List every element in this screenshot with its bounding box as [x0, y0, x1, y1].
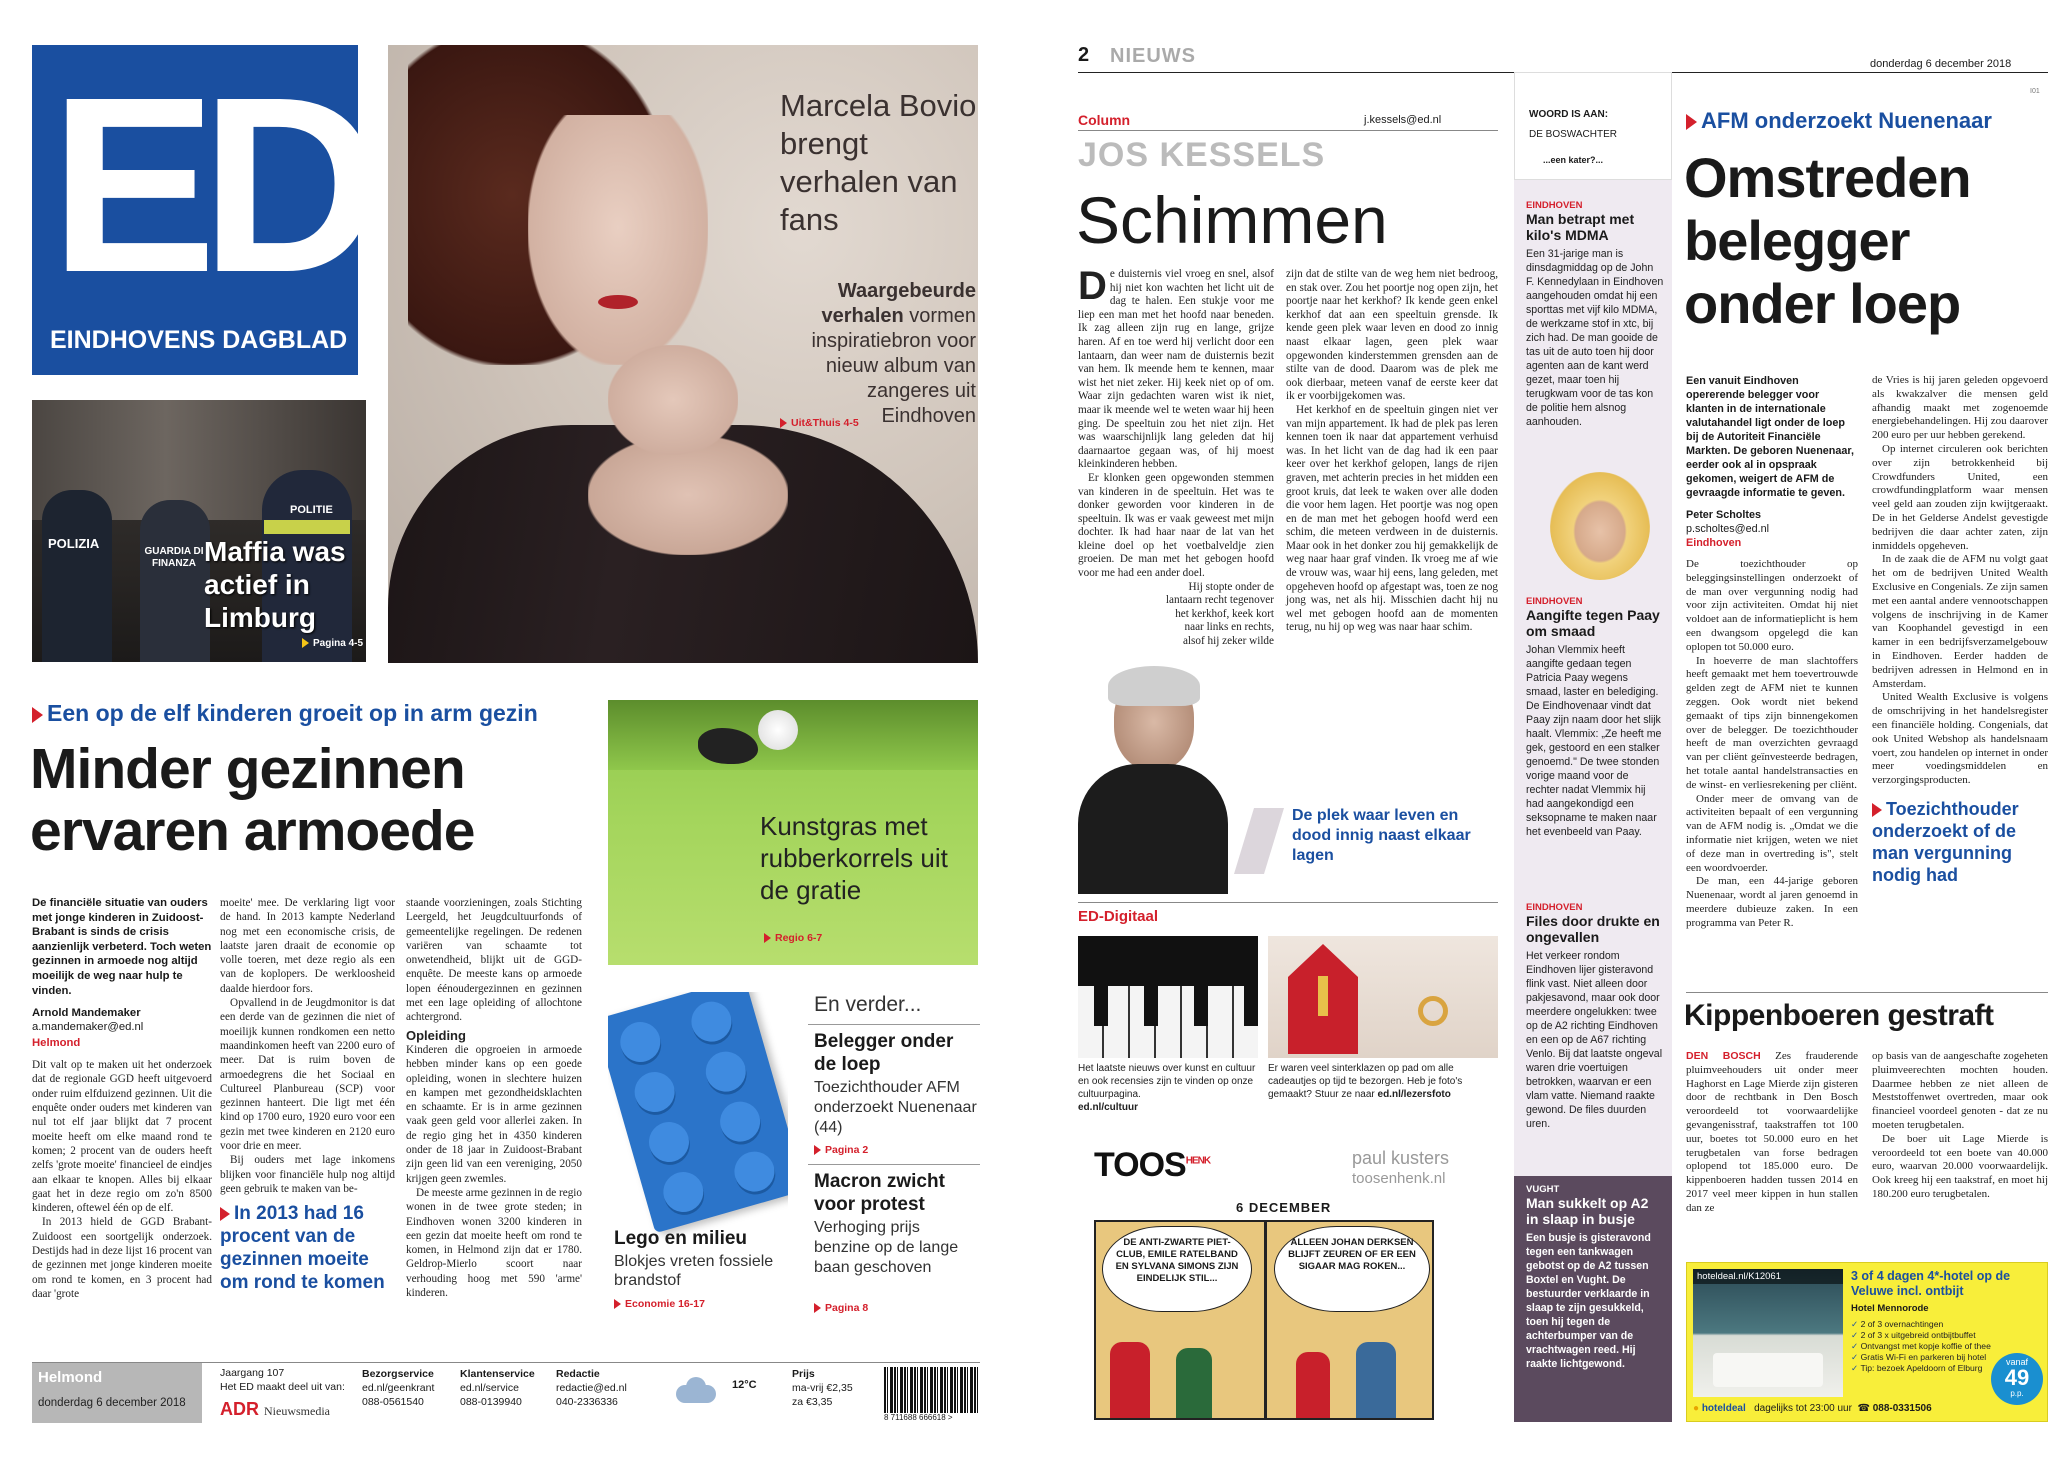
- verder-item2-title[interactable]: Macron zwicht voor protest: [814, 1171, 945, 1215]
- lead-kicker-text: Een op de elf kinderen groeit op in arm gezin: [47, 700, 538, 726]
- bez-label: Bezorgservice: [362, 1368, 434, 1380]
- lego-title: Lego en milieu: [614, 1228, 748, 1249]
- afm-body-1: [1686, 558, 1858, 931]
- hoteldeal-ad[interactable]: [1686, 1262, 2048, 1422]
- digitaal-cap-1: [1078, 1062, 1258, 1114]
- paragraph: De meeste arme gezinnen in de regio wonen in de twee grote steden; in Eindhoven wonen 3200 kinderen in een gezin dat moeite heeft om rond te komen, in Helmond zijn dat er 1780. Geldrop-Mierlo scoort naar verhouding hoog met 590 'arme' kinderen.: [406, 1186, 582, 1300]
- paragraph: Onder meer de omvang van de activiteiten bepaalt of een vergunning van de AFM nodig is. „Omdat we die informatie niet krijgen, weten we niet of deze man in overtreding is", stelt een woordvoerder.: [1686, 792, 1858, 874]
- paragraph: De boer uit Lage Mierde is veroordeeld tot een boete van 40.000 euro, waarvan 20.000 voorwaardelijk. Ook kreeg hij een taakstraf, en moet hij 180.200 euro terugbetalen.: [1872, 1132, 2048, 1200]
- lead-col-2: [220, 896, 395, 1294]
- logo-letters: ED: [50, 45, 366, 324]
- afm-author: Peter Scholtes: [1686, 509, 1762, 521]
- check-icon: ✓: [1851, 1352, 1861, 1362]
- brief-text: Johan Vlemmix heeft aangifte gedaan tegen Patricia Paay wegens smaad, laster en belediging. De Eindhovenaar vindt dat Paay zijn naam door het slijk haalt. Vlemmix: „Ze heeft me gek, gestoord en een stalker genoemd." De twee stonden vorige maand voor de rechter nadat Vlemmix hij had aangekondigd een seksopname te maken naar het evenbeeld van Paay.: [1526, 644, 1662, 838]
- kunstgras-ref-label: Regio 6-7: [775, 932, 823, 944]
- brief-4-box: [1514, 1176, 1672, 1422]
- comic-logo: [1094, 1146, 1210, 1185]
- column-email[interactable]: j.kessels@ed.nl: [1364, 114, 1442, 126]
- quote-mark-icon: [1234, 808, 1284, 874]
- brief-title: Files door drukte en ongevallen: [1526, 913, 1660, 945]
- prijs-1: ma-vrij €2,35: [792, 1382, 853, 1394]
- en-verder-box: [808, 992, 980, 1322]
- price-unit: p.p.: [2010, 1389, 2024, 1398]
- lego-sub: Blokjes vreten fossiele brandstof: [614, 1253, 774, 1289]
- column-label: Column: [1078, 112, 1131, 128]
- column-title: Schimmen: [1076, 183, 1388, 257]
- figure-piet: [1176, 1348, 1212, 1418]
- vest-text-polizia: POLIZIA: [48, 536, 100, 551]
- figure-sint: [1110, 1342, 1150, 1418]
- officer-left: [42, 490, 112, 662]
- weather-cloud-icon: [672, 1375, 720, 1405]
- brief-kicker: EINDHOVEN: [1526, 902, 1583, 913]
- paragraph: Het kerkhof en de speeltuin gingen niet ver van mijn appartement. Ik had de plek pas leren kennen toen ik naar dat appartement verhuisd was. In het licht van de dag had ik een paar keer over het kerkhof gelopen, langs de rijen graven, met achterin precies in het midden een groot kruis, dat leek te waken over alle doden die voor hem lagen. Het poortje was nog open en de man met het gebogen hoofd werd een schim, die meteen verdween in de duisternis. Maar ook in het donker zou hij gemakkelijk de weg naar haar graf vinden. Ik vroeg me af wie de vrouw was, waar hij eens, lang geleden, met opgeheven hoofd op afgestapt was, toen ze nog jong was, net als hij. Misschien dacht hij nu wel met gebogen hoofd aan de momenten terug, nu hij op weg was naar haar schim.: [1286, 403, 1498, 634]
- paragraph: In hoeverre de man slachtoffers heeft gemaakt met hem toevertrouwde gelden zegt de AFM niet te kunnen zeggen. Ook wordt niet bekend gemaakt of tips zijn binnengekomen over de belegger. De toezichthouder heeft de man overzichten gevraagd van per cliënt geïnvesteerde bedragen, het totale aantal handelstransacties en de winst- en verliesrekening per cliënt.: [1686, 654, 1858, 791]
- bez-url[interactable]: ed.nl/geenkrant: [362, 1382, 435, 1394]
- sun-icon: ●: [1693, 1403, 1700, 1414]
- verder-item1-sub: Toezichthouder AFM onderzoekt Nuenenaar (44): [814, 1079, 977, 1136]
- black-keys: [1078, 986, 1258, 1026]
- afm-email[interactable]: p.scholtes@ed.nl: [1686, 523, 1769, 535]
- brief-title: Aangifte tegen Paay om smaad: [1526, 607, 1660, 639]
- red-mail[interactable]: redactie@ed.nl: [556, 1382, 627, 1394]
- paragraph: de Vries is hij jaren geleden opgevoerd als kwakzalver die mensen geld afhandig maakt met zogenoemde energiebehandelingen. Hij zou daarover 200 euro per uur hebben gerekend.: [1872, 374, 2048, 442]
- column-body-1: [1078, 264, 1274, 581]
- lips: [598, 295, 638, 309]
- paragraph: Kinderen die opgroeien in armoede hebben minder kans op een goede opleiding, wonen in slechtere huizen en kampen met gezondheidsklachten en schaamte. Er is in arme gezinnen vaak geen geld voor allerlei zaken. In de regio ging het in 4350 kinderen onder de 18 jaar in Zuidoost-Brabant zijn geen lid van een vereniging, 2050 krijgen geen zwemles.: [406, 1043, 582, 1185]
- afm-kicker-text: AFM onderzoekt Nuenenaar: [1701, 108, 1992, 133]
- face: [528, 115, 708, 365]
- afm-pullquote: [1872, 798, 2048, 886]
- reflective-stripe: [264, 520, 350, 534]
- mafia-photo[interactable]: [32, 400, 366, 662]
- bezorgservice: [362, 1367, 434, 1409]
- mafia-ref-label: Pagina 4-5: [313, 638, 364, 649]
- ad-footer: [1693, 1401, 1993, 1417]
- ad-bullet-text: Ontvangst met kopje koffie of thee: [1860, 1341, 1991, 1351]
- figure-man: [1296, 1352, 1330, 1418]
- column-col-1: [1078, 264, 1274, 649]
- afm-col-2: [1872, 374, 2048, 886]
- pullquote-text: In 2013 had 16 procent van de gezinnen moeite om rond te komen: [220, 1203, 385, 1294]
- paragraph: De man, een 44-jarige geboren Nuenenaar, wordt al jaren genoemd in meerdere dubieuze zaken. In een programma van Peter R.: [1686, 875, 1858, 929]
- arrow-icon: [220, 1207, 230, 1221]
- ad-bullets: [1851, 1319, 1991, 1374]
- arrow-icon: [1686, 114, 1697, 130]
- verder-item1-ref[interactable]: [814, 1144, 868, 1156]
- temperature: 12°C: [732, 1379, 757, 1391]
- cloud-part: [686, 1377, 706, 1397]
- lead-headline: Minder gezinnen ervaren armoede: [30, 737, 475, 863]
- verder-item2-ref[interactable]: [814, 1302, 868, 1314]
- page-date: donderdag 6 december 2018: [1870, 58, 2012, 70]
- page-number: 2: [1078, 44, 1090, 66]
- price-value: 49: [2004, 1365, 2030, 1390]
- arrow-icon: [32, 707, 43, 723]
- stud: [701, 1047, 750, 1096]
- ad-hours: dagelijks tot 23:00 uur: [1754, 1403, 1852, 1414]
- kl-label: Klantenservice: [460, 1368, 535, 1380]
- paragraph: De toezichthouder op beleggingsinstellingen onderzoekt of de man over vergunning nodig had voor zijn activiteiten. Omdat hij niet voldoet aan de informatieplicht is hem een dwangsom opgelegd die kan oplopen tot 50.000 euro.: [1686, 558, 1858, 653]
- ad-url[interactable]: hoteldeal.nl/K12061: [1693, 1269, 1843, 1284]
- paragraph: op basis van de aangeschafte zogeheten pluimveerechten mochten houden. Daarmee hebben ze niet alleen de Meststoffenwet overtreden, maar ook financieel voordeel genoten - dat ze nu moeten terugbetalen.: [1872, 1050, 2048, 1131]
- logo-name: EINDHOVENS DAGBLAD: [50, 326, 348, 354]
- cap2-link[interactable]: ed.nl/lezersfoto: [1377, 1089, 1451, 1100]
- brief-kicker: VUGHT: [1526, 1184, 1560, 1195]
- digitaal-cap-2: [1268, 1062, 1498, 1101]
- paragraph: In 2013 hield de GGD Brabant-Zuidoost een soortgelijk onderzoek. Destijds had in deze lijst 16 procent van de gezinnen met jonge kinderen moeite om rond te komen, en 3 procent had daar 'grote: [32, 1216, 212, 1300]
- kunstgras-ref[interactable]: [764, 932, 822, 944]
- afm-intro: Een vanuit Eindhoven opererende belegger voor klanten in de internationale valutahandel ligt onder de loep bij de Autoriteit Financiële Markten. De geboren Nuenenaar, eerder ook al in opspraak gekomen, weigert de AFM de gevraagde informatie te geven.: [1686, 375, 1855, 499]
- brief-text: Een 31-jarige man is dinsdagmiddag op de John F. Kennedylaan in Eindhoven aangehouden omdat hij een sporttas met vijf kilo MDMA, de werkzame stof in xtc, bij zich had. De man gooide de tas uit de auto toen hij door agenten aan de kant werd gezet, maar toen hij terugkwam voor de tas kon de politie hem alsnog aanhouden.: [1526, 248, 1664, 428]
- comic-logo-text: TOOS: [1094, 1146, 1186, 1184]
- lead-body-2: [220, 896, 395, 1196]
- bubble-2-text: ALLEEN JOHAN DERKSEN BLIJFT ZEUREN OF ER EEN SIGAAR MAG ROKEN...: [1288, 1237, 1416, 1272]
- kunstgras-photo[interactable]: [608, 700, 978, 965]
- afm-location: Eindhoven: [1686, 537, 1742, 549]
- arrow-icon: [614, 1299, 621, 1309]
- prijs-2: za €3,35: [792, 1396, 833, 1408]
- lead-location: Helmond: [32, 1037, 81, 1050]
- stud: [630, 1067, 679, 1116]
- hero-title: Marcela Bovio brengt verhalen van fans: [780, 88, 977, 237]
- digitaal-label: ED-Digitaal: [1078, 908, 1159, 925]
- check-icon: ✓: [1851, 1330, 1861, 1340]
- bed: [1713, 1353, 1823, 1387]
- comic-artist: paul kusters: [1352, 1148, 1450, 1168]
- paragraph: Hij stopte onder de lantaarn recht tegenover het kerkhof, keek kort naar links en rechts, alsof hij zeker wilde: [1165, 580, 1274, 648]
- paragraph: Zes frauderende pluimveehouders uit onder meer Haghorst en Lage Mierde zijn gisteren door de rechtbank in Den Bosch veroordeeld tot voorwaardelijke gevangenisstraf, taakstraffen tot 100 uur, boetes tot 50.000 euro en het terugbetalen van forse bedragen oplopend tot 185.000 euro. De kippenboeren hadden tussen 2014 en 2017 veel meer kippen in hun stallen dan ze: [1686, 1050, 1858, 1214]
- sinterklaas-photo[interactable]: [1268, 936, 1498, 1058]
- front-page: [0, 0, 1000, 1470]
- paragraph: Bij ouders met lage inkomens blijken voor financiële hulp nog altijd geen gebruik te maken van be-: [220, 1154, 395, 1195]
- adr-logo: [220, 1399, 330, 1421]
- kip-headline: Kippenboeren gestraft: [1684, 999, 1994, 1032]
- hair: [1108, 666, 1200, 706]
- paragraph: Op internet circuleren ook berichten over zijn betrokkenheid bij Crowdfunders United, een crowdfundingplatform waar mensen veel geld aan zouden zijn kwijtgeraakt. De in het Gelderse Andelst gevestigde bedrijven die daar achter zaten, zijn inmiddels opgeheven.: [1872, 442, 2048, 552]
- column-rule: [1078, 130, 1498, 131]
- ad-bullet: [1851, 1352, 1991, 1363]
- verder-item2-sub: Verhoging prijs benzine op de lange baan geschoven: [814, 1219, 959, 1276]
- adr-text: ADR: [220, 1399, 259, 1419]
- brand-text: hoteldeal: [1701, 1403, 1746, 1414]
- lego-photo[interactable]: [608, 992, 788, 1322]
- football: [758, 710, 798, 750]
- divider: [808, 1164, 980, 1165]
- check-icon: ✓: [1851, 1319, 1861, 1329]
- hero-ref-label: Uit&Thuis 4-5: [791, 417, 859, 429]
- cap1-link[interactable]: ed.nl/cultuur: [1078, 1102, 1138, 1113]
- arrow-icon: [814, 1145, 821, 1155]
- kl-tel[interactable]: 088-0139940: [460, 1396, 522, 1408]
- lead-col-3: [406, 896, 582, 1300]
- hotel-room-photo: [1693, 1269, 1843, 1397]
- lego-ref[interactable]: [614, 1298, 705, 1310]
- kip-rule: [1686, 992, 2048, 993]
- barcode-number: 8 711688 666618 >: [884, 1413, 953, 1422]
- lead-pullquote: [220, 1202, 395, 1294]
- columnist-photo: [1078, 664, 1228, 894]
- column-quote: De plek waar leven en dood innig naast elkaar lagen: [1292, 807, 1471, 864]
- price-badge: [1991, 1353, 2043, 1405]
- redactie: [556, 1367, 627, 1409]
- ad-phone[interactable]: 088-0331506: [1872, 1403, 1932, 1414]
- check-icon: ✓: [1851, 1363, 1861, 1373]
- section-name: NIEUWS: [1110, 45, 1196, 67]
- paragraph: In de zaak die de AFM nu volgt gaat het om de bedrijven United Wealth Exclusive en Congenials. Ze zijn samen met een aantal andere vennootschappen volgens de inschrijving in de Kamer van Koophandel gevestigd in een kamer in een bedrijfsverzamelgebouw in Eindhoven. Eerder hadden de bedrijven adressen in Helmond en in Amsterdam.: [1872, 553, 2048, 690]
- lego-brick: [608, 992, 788, 1233]
- kl-url[interactable]: ed.nl/service: [460, 1382, 519, 1394]
- page-code: I01: [2030, 88, 2040, 95]
- ed-logo[interactable]: [32, 45, 366, 375]
- lead-body-1: [32, 1058, 212, 1301]
- hand: [608, 345, 738, 455]
- comic-panels: [1094, 1220, 1434, 1420]
- prijs-label: Prijs: [792, 1368, 815, 1380]
- kunstgras-title: Kunstgras met rubberkorrels uit de gratie: [760, 811, 948, 905]
- arrow-icon: [814, 1303, 821, 1313]
- edition-date: donderdag 6 december 2018: [38, 1397, 186, 1409]
- comic-site[interactable]: toosenhenk.nl: [1352, 1170, 1446, 1187]
- panel-divider: [1264, 1222, 1267, 1418]
- brief-3: [1526, 902, 1664, 1131]
- item1-ref-label: Pagina 2: [825, 1144, 869, 1156]
- stud: [715, 1097, 764, 1146]
- afm-headline: Omstreden belegger onder loep: [1684, 146, 1971, 335]
- red-label: Redactie: [556, 1368, 600, 1380]
- bubble-2: [1274, 1226, 1430, 1312]
- barcode: [884, 1367, 980, 1413]
- deel: Het ED maakt deel uit van:: [220, 1381, 345, 1393]
- afm-kicker: [1686, 108, 2048, 134]
- ad-bullet: [1851, 1330, 1991, 1341]
- klantenservice: [460, 1367, 535, 1409]
- red-tel[interactable]: 040-2336336: [556, 1396, 618, 1408]
- woord-label: WOORD IS AAN:: [1529, 109, 1609, 120]
- column-body-2: [1286, 268, 1498, 635]
- page-2: [1030, 0, 2048, 1470]
- arrow-icon: [1872, 803, 1882, 817]
- woord-box: [1514, 72, 1672, 180]
- figure-man-2: [1356, 1342, 1396, 1418]
- prijs: [792, 1367, 853, 1409]
- lego-ref-label: Economie 16-17: [625, 1298, 705, 1310]
- vest-text-politie: POLITIE: [290, 504, 333, 516]
- afm-body-2: [1872, 374, 2048, 788]
- ring: [1418, 996, 1448, 1026]
- paay-photo: [1550, 472, 1650, 580]
- cap2-text: Er waren veel sinterklazen op pad om alle cadeautjes op tijd te bezorgen. Heb je foto's gemaakt? Stuur ze naar: [1268, 1063, 1463, 1100]
- cap1-text: Het laatste nieuws over kunst en cultuur en ook recensies zijn te vinden op onze cultuurpagina.: [1078, 1063, 1256, 1100]
- lead-col-1: [32, 896, 212, 1301]
- stud: [616, 1017, 665, 1066]
- verder-item1-title[interactable]: Belegger onder de loep: [814, 1031, 954, 1075]
- comic-date: 6 DECEMBER: [1236, 1200, 1332, 1215]
- ad-bullet-text: Tip: bezoek Apeldoorn of Elburg: [1860, 1363, 1983, 1373]
- lead-body-3: [406, 896, 582, 1300]
- body: [1078, 764, 1228, 894]
- paragraph: Dit valt op te maken uit het onderzoek dat de regionale GGD heeft uitgevoerd onder ruim elfduizend gezinnen. Uit die enquête onder ouders met kinderen van nul tot elf jaar blijkt dat 7 procent moeite heeft om elke maand rond te komen; 2 procent van de ouders heeft zelfs 'grote moeite' financieel de eindjes aan elkaar te knopen. Alles bij elkaar gaat het in deze regio om zo'n 8500 kinderen, oftewel één op de elf.: [32, 1059, 212, 1215]
- lead-kicker: [32, 700, 592, 726]
- paragraph: Er klonken geen opgewonden stemmen van kinderen in de speeltuin. Het was te donker geworden voor kinderen in de speeltuin. Ik was er vaak geweest met mijn dochter. Ik had haar naar de lat van het kleine doel op het voetbalveldje zien groeien. De man met het gebogen hoofd voor me had een ander doel.: [1078, 471, 1274, 580]
- arrow-icon: [780, 418, 787, 428]
- lead-author: Arnold Mandemaker: [32, 1007, 141, 1020]
- paragraph: e duisternis viel vroeg en snel, alsof hij niet kon wachten het licht uit de dag te halen. Een stukje voor me liep een man met het hoofd naar beneden. Ik zag alleen zijn rug en lange, grijze haren. Af en toe werd hij verlicht door een lantaarn, dan weer nam de duisternis bezit van hem. Ik meende hem te kennen, maar wist het niet zeker. Hij keek niet op of om. Waar zijn gedachten waren wist ik niet, maar ik meende wel te weten waar hij heen ging. De speeltuin zou het niet zijn. Het was waarschijnlijk lang geleden dat hij daarnaartoe gegaan was, of hij moest kleinkinderen hebben.: [1078, 268, 1274, 471]
- bez-tel[interactable]: 088-0561540: [362, 1396, 424, 1408]
- ad-headline: 3 of 4 dagen 4*-hotel op de Veluwe incl. ontbijt: [1851, 1269, 2011, 1298]
- hero-ref[interactable]: [780, 417, 859, 429]
- brief-kicker: EINDHOVEN: [1526, 596, 1583, 607]
- brief-title: Man sukkelt op A2 in slaap in busje: [1526, 1195, 1649, 1227]
- paragraph: Opvallend in de Jeugdmonitor is dat een derde van de gezinnen die niet of moeilijk kunnen rondkomen een netto maandinkomen heeft van 2200 euro of meer. Dat is ruim boven de armoedegrens die het Sociaal en Cultureel Planbureau (SCP) voor gezinnen hanteert. Die ligt met één kind op 1700 euro, 1920 euro voor een gezin met twee kinderen en 2120 euro voor drie en meer.: [220, 997, 395, 1153]
- ad-hotel: Hotel Mennorode: [1851, 1303, 1929, 1314]
- front-footer: [32, 1362, 980, 1430]
- ad-bullet: [1851, 1319, 1991, 1330]
- divider: [808, 1024, 980, 1025]
- stud: [659, 1167, 708, 1216]
- ad-bullet-text: 2 of 3 overnachtingen: [1860, 1319, 1944, 1329]
- bubble-1-text: DE ANTI-ZWARTE PIET-CLUB, EMILE RATELBAND EN SYLVANA SIMONS ZIJN EINDELIJK STIL...: [1115, 1237, 1239, 1284]
- kip-col-1: [1686, 1050, 1858, 1216]
- column-author: JOS KESSELS: [1078, 136, 1326, 174]
- comic-strip: [1078, 1140, 1498, 1422]
- lead-email[interactable]: a.mandemaker@ed.nl: [32, 1021, 144, 1034]
- brief-title: Man betrapt met kilo's MDMA: [1526, 211, 1635, 243]
- afm-col-1: [1686, 374, 1858, 931]
- edition-name: Helmond: [38, 1369, 103, 1386]
- hero-dek-bold: Waargebeurde verhalen: [821, 280, 976, 327]
- brief-text: Een busje is gisteravond tegen een tankwagen gebotst op de A2 tussen Boxtel en Vught. De bestuurder verklaarde in slaap te zijn gesukkeld, toen hij tegen de achterbumper van de vrachtwagen reed. Hij raakte lichtgewond.: [1526, 1232, 1651, 1370]
- ad-bullet: [1851, 1341, 1991, 1352]
- brief-2: [1526, 596, 1664, 839]
- news-sidebar: [1514, 72, 1672, 1422]
- vest-text-guardia: GUARDIA DI FINANZA: [144, 546, 204, 569]
- arrow-icon: [764, 933, 771, 943]
- mafia-ref[interactable]: [302, 638, 363, 649]
- hero-dek-rest: vormen inspiratiebron voor nieuw album van zangeres uit Eindhoven: [811, 305, 976, 427]
- dropcap: D: [1078, 264, 1107, 308]
- stud: [730, 1147, 779, 1196]
- digitaal-rule: [1078, 902, 1498, 903]
- officer-middle: [140, 500, 210, 662]
- woord-name: DE BOSWACHTER: [1529, 129, 1617, 140]
- brief-1: [1526, 200, 1664, 429]
- hoteldeal-logo: [1693, 1403, 1746, 1414]
- afm-pullquote-text: Toezichthouder onderzoekt of de man vergunning nodig had: [1872, 798, 2019, 885]
- phone-icon: ☎: [1857, 1403, 1870, 1414]
- jaargang: Jaargang 107: [220, 1367, 285, 1379]
- paragraph: zijn dat de stilte van de weg hem niet bedroog, en stak over. Zou het poortje nog open zijn, het poortje naar het kerkhof? Ik kende geen enkel kerkhof dat aan een speeltuin grensde. Ik kende geen plek waar leven en dood zo innig naast elkaar lagen, geen plek waar opgewonden kinderstemmen grensden aan de stilte van de dood. Daarom was de plek me ook dierbaar, meteen vanaf de eerste keer dat ik er voorbijgekomen was.: [1286, 268, 1498, 403]
- arrow-icon: [302, 638, 309, 648]
- kip-col-2: [1872, 1050, 2048, 1202]
- column-col-2: [1286, 268, 1498, 635]
- brief-4: [1526, 1184, 1664, 1371]
- comic-logo-sub: HENK: [1185, 1155, 1211, 1167]
- column-body-1b: [1078, 581, 1274, 649]
- stud: [644, 1117, 693, 1166]
- paragraph: staande voorzieningen, zoals Stichting Leergeld, het Jeugdcultuurfonds of gemeentelijke regelingen. De redenen variëren van schaamte tot onwetendheid, blijkt uit de GGD-enquête. De meeste kans op armoede lopen éénoudergezinnen en gezinnen met een lage opleiding of allochtone achtergrond.: [406, 897, 582, 1024]
- hero-photo[interactable]: [388, 45, 978, 663]
- ad-bullet: [1851, 1363, 1991, 1374]
- kip-location: DEN BOSCH: [1686, 1050, 1761, 1062]
- ad-bullet-text: 2 of 3 x uitgebreid ontbijtbuffet: [1860, 1330, 1976, 1340]
- brief-text: Het verkeer rondom Eindhoven lijer gisteravond flink vast. Niet alleen door pakjesavond, maar ook door meerdere ongelukken: twee op de A2 richting Eindhoven en een op de A67 richting Venlo. Bij dat laatste ongeval waren drie voertuigen betrokken, waarvan er een vlam vatte. Niemand raakte gewond. De files duurden uren.: [1526, 950, 1663, 1130]
- verder-title: En verder...: [814, 993, 922, 1016]
- mafia-title: Maffia was actief in Limburg: [204, 536, 346, 633]
- edition-box: [32, 1363, 202, 1423]
- mitre-cross: [1318, 976, 1328, 1016]
- price-label: vanaf: [2005, 1357, 2029, 1367]
- check-icon: ✓: [1851, 1341, 1861, 1351]
- bubble-1: [1102, 1226, 1252, 1312]
- item2-ref-label: Pagina 8: [825, 1302, 869, 1314]
- ad-bullet-text: Gratis Wi-Fi en parkeren bij hotel: [1860, 1352, 1987, 1362]
- woord-sub: ...een kater?...: [1543, 155, 1604, 165]
- lead-intro: De financiële situatie van ouders met jonge kinderen in Zuidoost-Brabant is sinds de crisis aanzienlijk verbeterd. Toch weten gezinnen in armoede nog altijd moeilijk de weg naar hulp te vinden.: [32, 897, 212, 997]
- brief-kicker: EINDHOVEN: [1526, 200, 1583, 211]
- subheading: Opleiding: [406, 1027, 466, 1043]
- nieuwsmedia-text: Nieuwsmedia: [264, 1404, 330, 1418]
- piano-photo[interactable]: [1078, 936, 1258, 1058]
- paragraph: moeite' mee. De verklaring ligt voor de hand. In 2013 kampte Nederland nog met een economische crisis, de laatste jaren draait de economie op volle toeren, met deze regio als een van de koplopers. De werkloosheid daalde hierdoor fors.: [220, 897, 395, 995]
- hero-dek: [770, 279, 976, 429]
- stud: [687, 997, 736, 1046]
- paragraph: United Wealth Exclusive is volgens de omschrijving in het handelsregister een financiële holding. Congenials, dat ook United Webshop als handelsnaam voert, zou handelen op internet in onder meer voedingsmiddelen en verzorgingsproducten.: [1872, 691, 2048, 787]
